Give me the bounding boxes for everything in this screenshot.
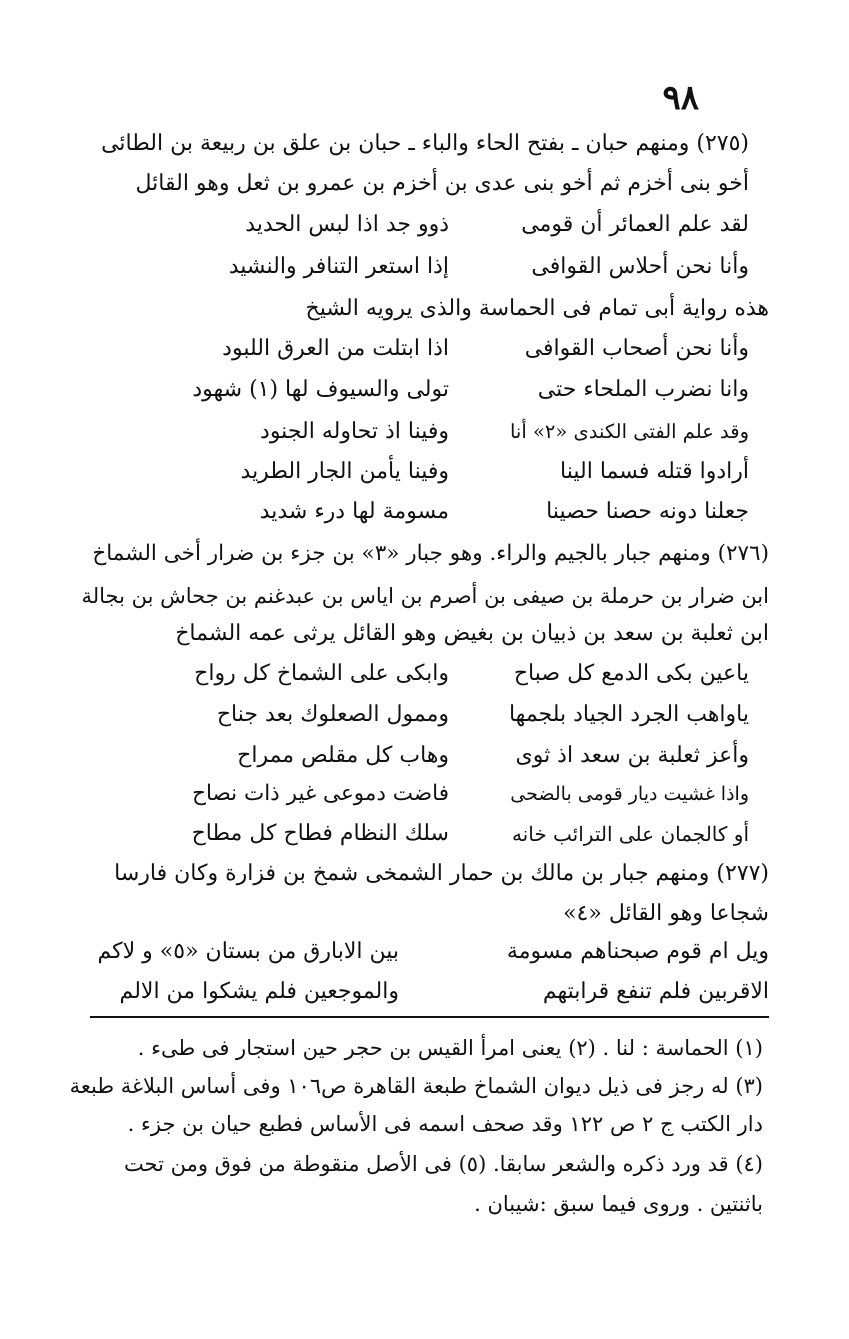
verse-first-hemistich: جعلنا دونه حصنا حصينا (546, 499, 749, 524)
verse-row (189, 776, 749, 812)
verse-row (189, 372, 749, 408)
verse-second-hemistich: بين الابارق من بستان «٥» و لاكم (97, 939, 399, 964)
verse-first-hemistich: وأنا نحن أحلاس القوافى (531, 254, 749, 279)
verse-second-hemistich: وابكى على الشماخ كل رواح (194, 661, 449, 686)
verse-row (189, 207, 749, 243)
verse-second-hemistich: وهاب كل مقلص ممراح (237, 743, 449, 768)
verse-first-hemistich: وقد علم الفتى الكندى «٢» أنا (509, 420, 749, 443)
footnote-line: (٣) له رجز فى ذيل ديوان الشماخ طبعة القاهرة ص١٠٦ وفى أساس البلاغة طبعة (69, 1074, 763, 1098)
verse-first-hemistich: لقد علم العمائر أن قومى (521, 212, 749, 237)
footnote-separator-rule (90, 1016, 769, 1018)
verse-first-hemistich: ويل ام قوم صبحناهم مسومة (506, 939, 769, 964)
verse-second-hemistich: وفينا يأمن الجار الطريد (240, 459, 449, 484)
footnote-line: (٤) قد ورد ذكره والشعر سابقا. (٥) فى الأصل منقوطة من فوق ومن تحت (123, 1152, 763, 1176)
entry-277-line-2: شجاعا وهو القائل «٤» (563, 901, 769, 926)
verse-first-hemistich: وأعز ثعلبة بن سعد اذ ثوى (515, 743, 749, 768)
verse-row (189, 656, 749, 692)
verse-row (189, 414, 749, 450)
verse-first-hemistich: ياواهب الجرد الجياد بلجمها (509, 702, 749, 727)
verse-row (189, 738, 749, 774)
verse-row (79, 974, 769, 1010)
verse-second-hemistich: اذا ابتلت من العرق اللبود (222, 336, 449, 361)
verse-row (189, 816, 749, 852)
verse-first-hemistich: الاقربين فلم تنفع قرابتهم (542, 979, 769, 1004)
verse-second-hemistich: ذوو جد اذا لبس الحديد (245, 212, 449, 237)
page-number: ٩٨ (662, 78, 699, 118)
footnote-line: باثنتين . وروى فيما سبق :شيبان . (474, 1192, 763, 1216)
entry-276-line-1: (٢٧٦) ومنهم جبار بالجيم والراء. وهو جبار «٣» بن جزء بن ضرار أخى الشماخ (92, 541, 769, 566)
verse-second-hemistich: سلك النظام فطاح كل مطاح (191, 821, 449, 846)
entry-277-line-1: (٢٧٧) ومنهم جبار بن مالك بن حمار الشمخى شمخ بن فزارة وكان فارسا (114, 861, 769, 886)
entry-276-line-2: ابن ضرار بن حرملة بن صيفى بن أصرم بن اياس بن عبدغنم بن جحاش بن بجالة (81, 584, 769, 608)
verse-second-hemistich: فاضت دموعى غير ذات نصاح (192, 781, 449, 806)
verse-second-hemistich: والموجعين فلم يشكوا من الالم (119, 979, 399, 1004)
verse-row (189, 331, 749, 367)
footnote-line: (١) الحماسة : لنا . (٢) يعنى امرأ القيس بن حجر حين استجار فى طىء . (137, 1036, 763, 1060)
verse-second-hemistich: إذا استعر التنافر والنشيد (228, 254, 449, 279)
verse-second-hemistich: وممول الصعلوك بعد جناح (216, 702, 449, 727)
verse-first-hemistich: واذا غشيت ديار قومى بالضحى (510, 783, 749, 805)
entry-275-line-1: (٢٧٥) ومنهم حبان ـ بفتح الحاء والباء ـ حبان بن علق بن ربيعة بن الطائى (101, 131, 749, 156)
verse-first-hemistich: أرادوا قتله فسما الينا (560, 459, 749, 484)
footnote-line: دار الكتب ج ٢ ص ١٢٢ وقد صحف اسمه فى الأساس فطبع حيان بن جزء . (127, 1112, 763, 1136)
verse-row (189, 454, 749, 490)
verse-second-hemistich: وفينا اذ تحاوله الجنود (260, 419, 449, 444)
verse-row (189, 494, 749, 530)
verse-second-hemistich: تولى والسيوف لها (١) شهود (192, 377, 449, 402)
verse-row (189, 697, 749, 733)
verse-row (79, 934, 769, 970)
entry-276-line-3: ابن ثعلبة بن سعد بن ذبيان بن بغيض وهو القائل يرثى عمه الشماخ (175, 621, 769, 646)
verse-first-hemistich: ياعين بكى الدمع كل صباح (513, 661, 749, 686)
verse-first-hemistich: وانا نضرب الملحاء حتى (537, 377, 749, 402)
verse-second-hemistich: مسومة لها درء شديد (259, 499, 449, 524)
verse-row (189, 249, 749, 285)
verse-first-hemistich: وأنا نحن أصحاب القوافى (524, 336, 749, 361)
verse-first-hemistich: أو كالجمان على الترائب خانه (511, 822, 749, 846)
entry-275-line-2: أخو بنى أخزم ثم أخو بنى عدى بن أخزم بن عمرو بن ثعل وهو القائل (135, 171, 749, 196)
riwaya-note-line: هذه رواية أبى تمام فى الحماسة والذى يرويه الشيخ (305, 296, 769, 321)
